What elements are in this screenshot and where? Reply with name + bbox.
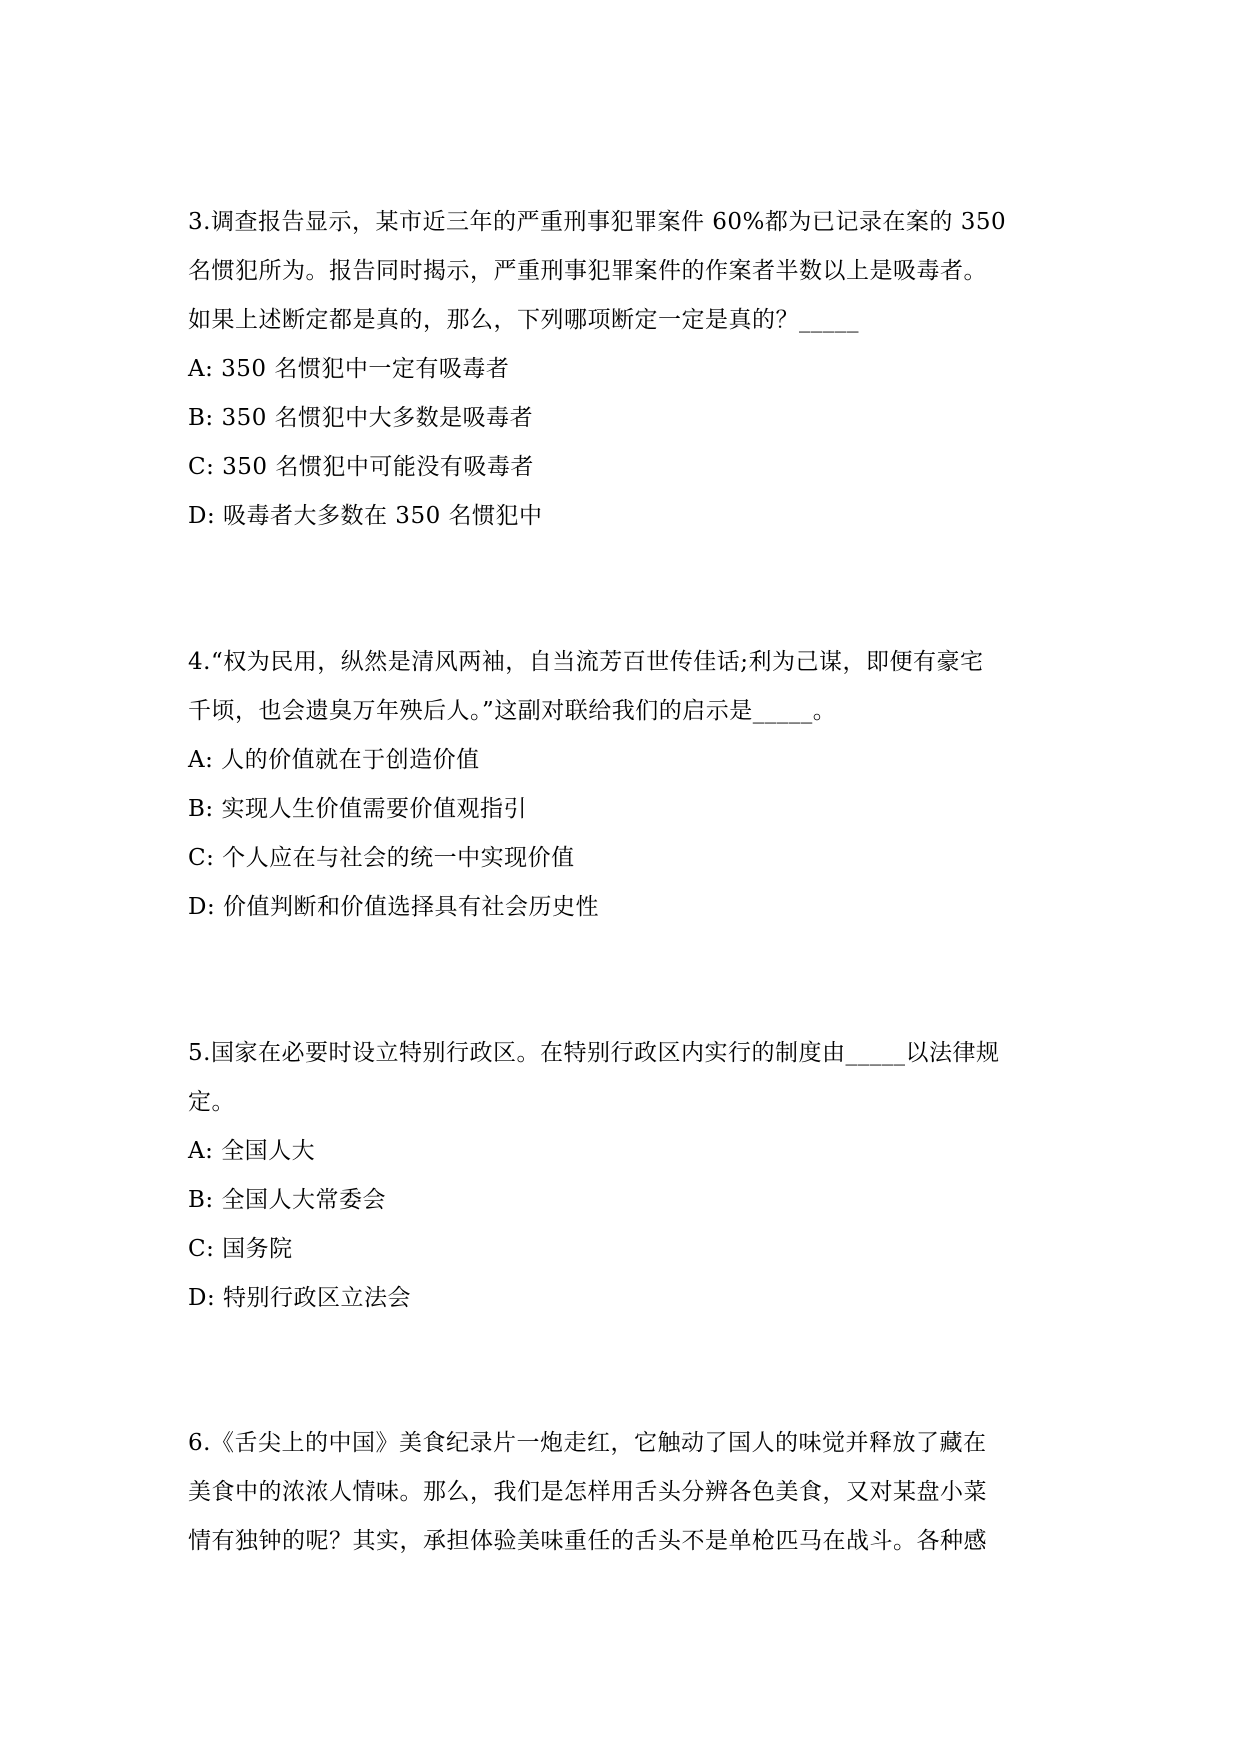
question-text-line: 4.“权为民用，纵然是清风两袖，自当流芳百世传佳话;利为己谋，即便有豪宅 <box>188 649 984 675</box>
question-text-line: 千顷，也会遗臭万年殃后人。”这副对联给我们的启示是_____。 <box>188 698 837 724</box>
question-text-line: 情有独钟的呢？其实，承担体验美味重任的舌头不是单枪匹马在战斗。各种感 <box>188 1528 987 1554</box>
question-text-line: 名惯犯所为。报告同时揭示，严重刑事犯罪案件的作案者半数以上是吸毒者。 <box>188 258 987 284</box>
option-b: B: 实现人生价值需要价值观指引 <box>188 796 527 822</box>
option-c: C: 350 名惯犯中可能没有吸毒者 <box>188 454 534 480</box>
option-c: C: 个人应在与社会的统一中实现价值 <box>188 845 575 871</box>
option-c: C: 国务院 <box>188 1236 293 1262</box>
question-4 <box>188 644 1058 938</box>
option-b: B: 350 名惯犯中大多数是吸毒者 <box>188 405 534 431</box>
question-text-line: 3.调查报告显示，某市近三年的严重刑事犯罪案件 60%都为已记录在案的 350 <box>188 209 1007 235</box>
option-a: A: 350 名惯犯中一定有吸毒者 <box>188 356 510 382</box>
question-3 <box>188 204 1058 547</box>
option-d: D: 价值判断和价值选择具有社会历史性 <box>188 894 600 920</box>
question-5 <box>188 1035 1058 1329</box>
option-a: A: 全国人大 <box>188 1138 316 1164</box>
option-b: B: 全国人大常委会 <box>188 1187 386 1213</box>
question-6 <box>188 1425 1058 1572</box>
question-text-line: 美食中的浓浓人情味。那么，我们是怎样用舌头分辨各色美食，又对某盘小菜 <box>188 1479 987 1505</box>
question-text-line: 5.国家在必要时设立特别行政区。在特别行政区内实行的制度由_____以法律规 <box>188 1040 1000 1066</box>
question-text-line: 6.《舌尖上的中国》美食纪录片一炮走红，它触动了国人的味觉并释放了藏在 <box>188 1430 987 1456</box>
question-text-line: 定。 <box>188 1089 235 1115</box>
option-a: A: 人的价值就在于创造价值 <box>188 747 480 773</box>
question-text-line: 如果上述断定都是真的，那么，下列哪项断定一定是真的？_____ <box>188 307 859 333</box>
option-d: D: 特别行政区立法会 <box>188 1285 412 1311</box>
option-d: D: 吸毒者大多数在 350 名惯犯中 <box>188 503 543 529</box>
